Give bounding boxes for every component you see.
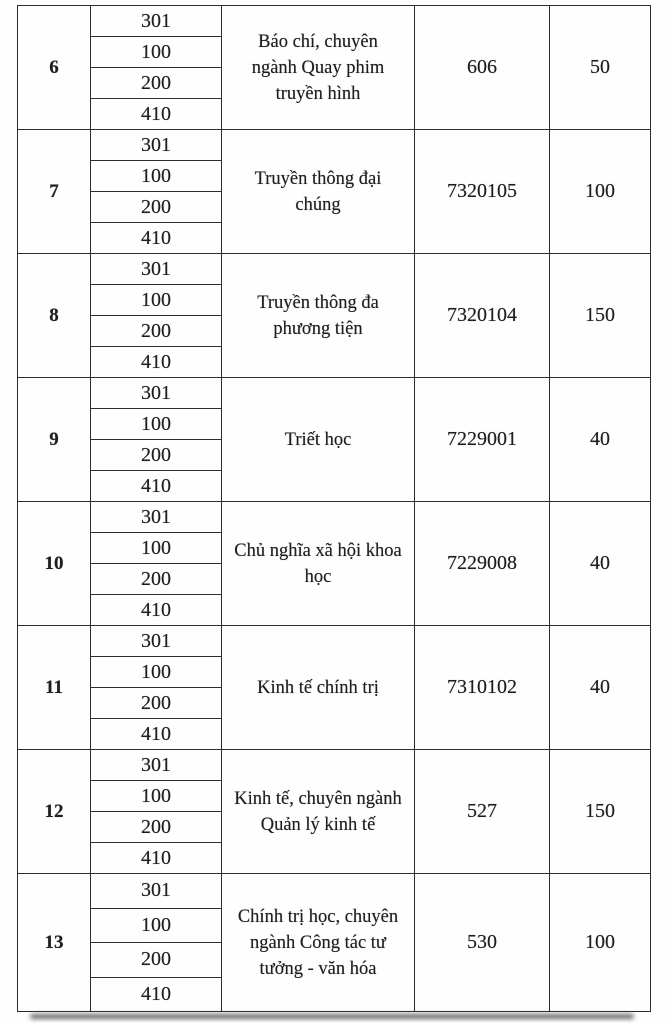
- major-name: Truyền thông đại chúng: [254, 168, 382, 215]
- combination-code: 410: [141, 350, 171, 373]
- quota-cell: [550, 130, 650, 253]
- subject-combination-row: [91, 192, 221, 223]
- quota-cell: [550, 502, 650, 625]
- combination-code: 100: [141, 913, 171, 936]
- table-row: [18, 501, 650, 625]
- combination-code: 200: [141, 567, 171, 590]
- major-code: 530: [467, 931, 497, 953]
- quota-value: 40: [590, 676, 610, 698]
- subject-combination-row: [91, 595, 221, 625]
- major-code: 7310102: [447, 676, 517, 698]
- major-code: 7229001: [447, 428, 517, 450]
- subject-combination-row: [91, 285, 221, 316]
- subject-combination-row: [91, 6, 221, 37]
- major-name: Kinh tế, chuyên ngành Quản lý kinh tế: [234, 788, 402, 835]
- row-number-cell: [18, 502, 91, 625]
- subject-combination-cell: [91, 502, 222, 625]
- subject-combination-row: [91, 750, 221, 781]
- row-number-cell: [18, 750, 91, 873]
- combination-code: 301: [141, 133, 171, 156]
- table-row: [18, 377, 650, 501]
- combination-code: 410: [141, 846, 171, 869]
- major-code-cell: [415, 6, 550, 129]
- row-number: 8: [49, 304, 59, 326]
- combination-code: 200: [141, 443, 171, 466]
- subject-combination-row: [91, 223, 221, 253]
- row-number: 6: [49, 56, 59, 78]
- row-number-cell: [18, 6, 91, 129]
- subject-combination-row: [91, 37, 221, 68]
- major-code: 7320104: [447, 304, 517, 326]
- subject-combination-row: [91, 874, 221, 909]
- major-name: Kinh tế chính trị: [257, 677, 379, 698]
- major-code-cell: [415, 130, 550, 253]
- combination-code: 301: [141, 9, 171, 32]
- subject-combination-cell: [91, 874, 222, 1011]
- major-code-cell: [415, 378, 550, 501]
- major-name-cell: [222, 750, 415, 873]
- major-code-cell: [415, 874, 550, 1011]
- major-code-cell: [415, 626, 550, 749]
- major-code: 7320105: [447, 180, 517, 202]
- subject-combination-row: [91, 812, 221, 843]
- subject-combination-row: [91, 564, 221, 595]
- row-number: 13: [44, 931, 64, 953]
- major-name: Chủ nghĩa xã hội khoa học: [234, 540, 402, 587]
- major-code: 606: [467, 56, 497, 78]
- combination-code: 410: [141, 598, 171, 621]
- subject-combination-row: [91, 502, 221, 533]
- combination-code: 200: [141, 691, 171, 714]
- combination-code: 200: [141, 948, 171, 971]
- quota-cell: [550, 750, 650, 873]
- row-number: 10: [44, 552, 64, 574]
- scan-artifact: [30, 1014, 634, 1019]
- subject-combination-row: [91, 130, 221, 161]
- admissions-table: [17, 5, 651, 1012]
- major-code-cell: [415, 750, 550, 873]
- combination-code: 200: [141, 319, 171, 342]
- combination-code: 100: [141, 660, 171, 683]
- quota-value: 150: [585, 304, 615, 326]
- table-row: [18, 129, 650, 253]
- row-number-cell: [18, 254, 91, 377]
- subject-combination-row: [91, 409, 221, 440]
- subject-combination-row: [91, 533, 221, 564]
- combination-code: 301: [141, 753, 171, 776]
- subject-combination-row: [91, 161, 221, 192]
- quota-cell: [550, 626, 650, 749]
- row-number-cell: [18, 378, 91, 501]
- major-name-cell: [222, 874, 415, 1011]
- subject-combination-cell: [91, 750, 222, 873]
- combination-code: 301: [141, 257, 171, 280]
- combination-code: 410: [141, 474, 171, 497]
- subject-combination-cell: [91, 6, 222, 129]
- subject-combination-row: [91, 909, 221, 944]
- subject-combination-row: [91, 68, 221, 99]
- combination-code: 301: [141, 629, 171, 652]
- major-name-cell: [222, 254, 415, 377]
- subject-combination-cell: [91, 130, 222, 253]
- table-row: [18, 6, 650, 129]
- subject-combination-cell: [91, 626, 222, 749]
- combination-code: 301: [141, 505, 171, 528]
- quota-value: 40: [590, 428, 610, 450]
- quota-cell: [550, 378, 650, 501]
- combination-code: 301: [141, 879, 171, 902]
- subject-combination-row: [91, 440, 221, 471]
- combination-code: 410: [141, 102, 171, 125]
- major-name-cell: [222, 130, 415, 253]
- quota-cell: [550, 6, 650, 129]
- subject-combination-row: [91, 688, 221, 719]
- major-name-cell: [222, 378, 415, 501]
- combination-code: 410: [141, 982, 171, 1005]
- major-code: 527: [467, 800, 497, 822]
- combination-code: 200: [141, 195, 171, 218]
- combination-code: 100: [141, 412, 171, 435]
- subject-combination-row: [91, 316, 221, 347]
- major-name-cell: [222, 502, 415, 625]
- table-row: [18, 749, 650, 873]
- major-name-cell: [222, 6, 415, 129]
- combination-code: 100: [141, 164, 171, 187]
- row-number: 9: [49, 428, 59, 450]
- row-number-cell: [18, 874, 91, 1011]
- combination-code: 100: [141, 40, 171, 63]
- combination-code: 200: [141, 815, 171, 838]
- major-name-cell: [222, 626, 415, 749]
- quota-cell: [550, 254, 650, 377]
- major-name: Chính trị học, chuyên ngành Công tác tư tưởng - văn hóa: [237, 906, 399, 979]
- subject-combination-cell: [91, 378, 222, 501]
- quota-cell: [550, 874, 650, 1011]
- table-row: [18, 873, 650, 1011]
- quota-value: 100: [585, 931, 615, 953]
- row-number-cell: [18, 626, 91, 749]
- quota-value: 40: [590, 552, 610, 574]
- row-number: 11: [45, 676, 63, 698]
- quota-value: 50: [590, 56, 610, 78]
- quota-value: 150: [585, 800, 615, 822]
- combination-code: 301: [141, 381, 171, 404]
- subject-combination-row: [91, 626, 221, 657]
- subject-combination-row: [91, 978, 221, 1012]
- subject-combination-row: [91, 378, 221, 409]
- major-code-cell: [415, 502, 550, 625]
- major-name: Báo chí, chuyên ngành Quay phim truyền hình: [251, 31, 385, 104]
- major-name: Truyền thông đa phương tiện: [257, 292, 379, 339]
- major-code: 7229008: [447, 552, 517, 574]
- combination-code: 410: [141, 722, 171, 745]
- combination-code: 410: [141, 226, 171, 249]
- combination-code: 200: [141, 71, 171, 94]
- subject-combination-row: [91, 99, 221, 129]
- quota-value: 100: [585, 180, 615, 202]
- subject-combination-cell: [91, 254, 222, 377]
- row-number: 12: [44, 800, 64, 822]
- subject-combination-row: [91, 471, 221, 501]
- subject-combination-row: [91, 719, 221, 749]
- subject-combination-row: [91, 943, 221, 978]
- combination-code: 100: [141, 784, 171, 807]
- table-row: [18, 625, 650, 749]
- subject-combination-row: [91, 843, 221, 873]
- major-name: Triết học: [284, 429, 352, 450]
- subject-combination-row: [91, 347, 221, 377]
- subject-combination-row: [91, 657, 221, 688]
- subject-combination-row: [91, 781, 221, 812]
- row-number: 7: [49, 180, 59, 202]
- subject-combination-row: [91, 254, 221, 285]
- combination-code: 100: [141, 288, 171, 311]
- table-row: [18, 253, 650, 377]
- row-number-cell: [18, 130, 91, 253]
- combination-code: 100: [141, 536, 171, 559]
- major-code-cell: [415, 254, 550, 377]
